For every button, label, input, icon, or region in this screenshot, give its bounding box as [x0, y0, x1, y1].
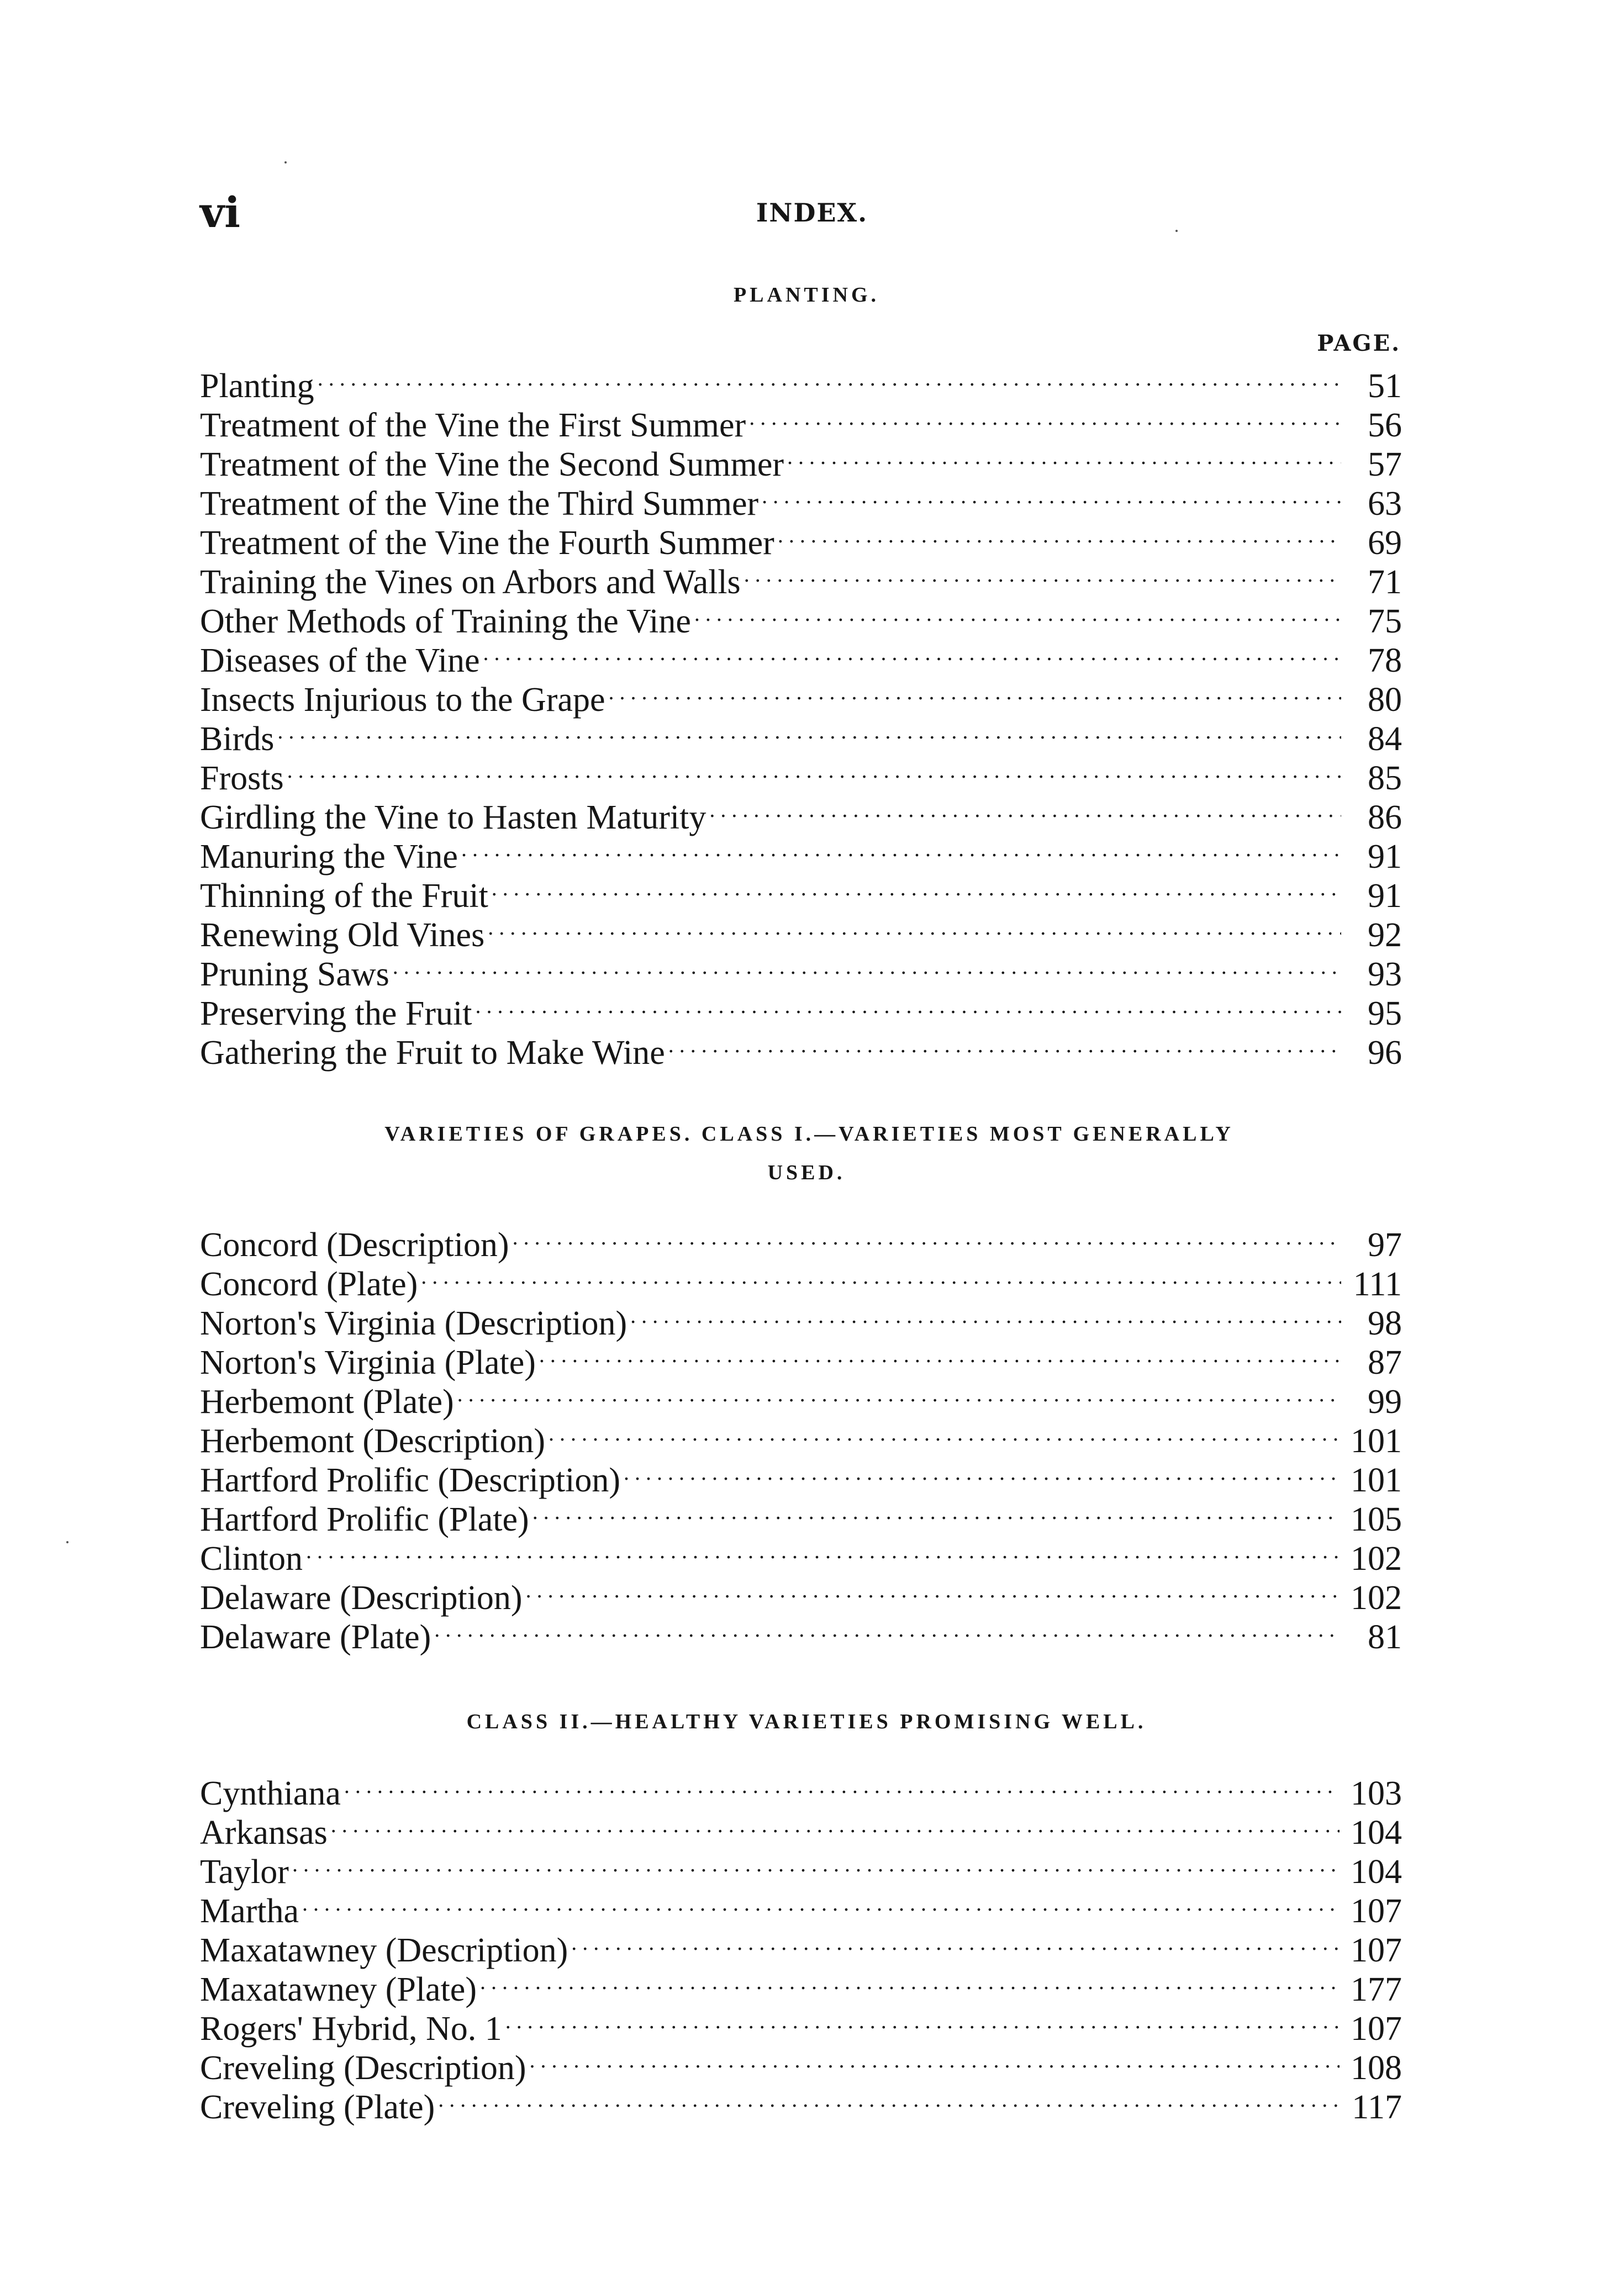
- dot-leader: [393, 946, 1341, 985]
- dot-leader: [624, 1452, 1340, 1491]
- index-entry-title: Herbemont (Plate): [200, 1383, 454, 1421]
- index-entry-title: Martha: [200, 1892, 299, 1930]
- dot-leader: [571, 1922, 1340, 1961]
- dot-leader: [762, 476, 1341, 515]
- index-entry-title: Training the Vines on Arbors and Walls: [200, 563, 741, 601]
- dot-leader: [694, 593, 1341, 632]
- index-entry-title: Norton's Virginia (Plate): [200, 1344, 536, 1381]
- dot-leader: [287, 750, 1341, 789]
- index-entry-title: Taylor: [200, 1853, 289, 1891]
- index-entry-page-number: 86: [1368, 799, 1402, 836]
- index-entry-title: Cynthiana: [200, 1775, 341, 1812]
- index-entry-page-number: 102: [1351, 1540, 1402, 1578]
- index-entry-page-number: 107: [1351, 1932, 1402, 1969]
- index-entry-title: Concord (Plate): [200, 1265, 418, 1303]
- index-entry-page-number: 95: [1368, 995, 1402, 1032]
- index-entry-page-number: 84: [1368, 720, 1402, 758]
- running-head: [0, 182, 1624, 243]
- index-entry-page-number: 101: [1351, 1462, 1402, 1499]
- index-entry-title: Delaware (Description): [200, 1579, 523, 1617]
- dot-leader: [331, 1805, 1340, 1844]
- dot-leader: [549, 1413, 1340, 1452]
- dot-leader: [318, 358, 1341, 397]
- page-folio: vi: [200, 188, 241, 237]
- dot-leader: [492, 868, 1341, 907]
- dot-leader: [461, 829, 1341, 868]
- index-entry-title: Gathering the Fruit to Make Wine: [200, 1034, 665, 1072]
- dot-leader: [709, 789, 1341, 829]
- index-entry-title: Preserving the Fruit: [200, 995, 472, 1032]
- index-entry-title: Treatment of the Vine the Fourth Summer: [200, 524, 774, 562]
- index-entry-title: Maxatawney (Plate): [200, 1971, 477, 2008]
- dot-leader: [526, 1570, 1340, 1609]
- index-entry-page-number: 117: [1352, 2088, 1402, 2126]
- index-entry-title: Frosts: [200, 760, 284, 797]
- dot-leader: [513, 1217, 1341, 1256]
- index-entry-title: Renewing Old Vines: [200, 916, 485, 954]
- index-entry-title: Arkansas: [200, 1814, 328, 1852]
- dot-leader: [505, 2001, 1340, 2040]
- index-entry-page-number: 104: [1351, 1814, 1402, 1852]
- index-entry-title: Treatment of the Vine the First Summer: [200, 407, 746, 444]
- index-entry-page-number: 87: [1368, 1344, 1402, 1381]
- dot-leader: [749, 397, 1341, 436]
- dot-leader: [344, 1765, 1340, 1805]
- index-entry-title: Rogers' Hybrid, No. 1: [200, 2010, 502, 2048]
- index-entry-page-number: 93: [1368, 956, 1402, 993]
- dot-leader: [476, 985, 1342, 1025]
- index-entry-page-number: 102: [1351, 1579, 1402, 1617]
- class2-entry-list: [200, 1765, 1402, 2126]
- page-column-label: PAGE.: [1317, 330, 1401, 356]
- dot-leader: [787, 436, 1341, 476]
- index-entry-page-number: 101: [1351, 1422, 1402, 1460]
- dot-leader: [277, 711, 1341, 750]
- index-entry-title: Herbemont (Description): [200, 1422, 545, 1460]
- dot-leader: [292, 1844, 1340, 1883]
- index-entry: [200, 397, 1402, 444]
- dot-leader: [457, 1374, 1341, 1413]
- index-entry-title: Diseases of the Vine: [200, 642, 480, 679]
- index-entry-title: Maxatawney (Description): [200, 1932, 568, 1969]
- index-entry-page-number: 57: [1368, 446, 1402, 483]
- section-heading-planting: PLANTING.: [733, 283, 880, 307]
- index-entry-title: Insects Injurious to the Grape: [200, 681, 605, 719]
- index-entry: [200, 1765, 1402, 1812]
- stray-ink-mark: [1175, 230, 1178, 232]
- index-entry-title: Treatment of the Vine the Second Summer: [200, 446, 784, 483]
- index-entry-page-number: 69: [1368, 524, 1402, 562]
- dot-leader: [488, 907, 1341, 946]
- section-heading-class1-line2: USED.: [767, 1161, 846, 1184]
- index-entry-title: Manuring the Vine: [200, 838, 458, 875]
- index-entry-title: Hartford Prolific (Description): [200, 1462, 620, 1499]
- section-heading-class2: CLASS II.—HEALTHY VARIETIES PROMISING WELL.: [466, 1710, 1147, 1733]
- index-entry-page-number: 103: [1351, 1775, 1402, 1812]
- index-entry-page-number: 81: [1368, 1618, 1402, 1656]
- section-heading-class1-line1: VARIETIES OF GRAPES. CLASS I.—VARIETIES MOST GENERALLY: [384, 1122, 1234, 1146]
- dot-leader: [539, 1335, 1341, 1374]
- dot-leader: [421, 1256, 1341, 1295]
- index-entry: [200, 1922, 1402, 1969]
- dot-leader: [306, 1531, 1340, 1570]
- stray-ink-mark: [66, 1541, 68, 1543]
- index-entry: [200, 1844, 1402, 1891]
- index-entry: [200, 1805, 1402, 1852]
- index-entry-page-number: 71: [1368, 563, 1402, 601]
- index-entry-title: Thinning of the Fruit: [200, 877, 488, 915]
- index-entry: [200, 1570, 1402, 1617]
- index-entry-title: Other Methods of Training the Vine: [200, 603, 691, 640]
- dot-leader: [608, 672, 1341, 711]
- index-entry-page-number: 78: [1368, 642, 1402, 679]
- index-entry-title: Hartford Prolific (Plate): [200, 1501, 529, 1538]
- index-entry-title: Treatment of the Vine the Third Summer: [200, 485, 759, 523]
- index-entry-page-number: 51: [1368, 367, 1402, 405]
- index-entry-page-number: 80: [1368, 681, 1402, 719]
- index-entry-title: Delaware (Plate): [200, 1618, 431, 1656]
- dot-leader: [480, 1961, 1340, 2001]
- dot-leader: [438, 2079, 1341, 2118]
- index-entry-page-number: 85: [1368, 760, 1402, 797]
- index-entry-title: Clinton: [200, 1540, 303, 1578]
- index-entry-page-number: 99: [1368, 1383, 1402, 1421]
- class1-entry-list: [200, 1217, 1402, 1656]
- index-entry-page-number: 97: [1368, 1226, 1402, 1264]
- dot-leader: [483, 632, 1341, 672]
- index-entry-page-number: 96: [1368, 1034, 1402, 1072]
- index-entry-page-number: 105: [1351, 1501, 1402, 1538]
- index-entry-title: Norton's Virginia (Description): [200, 1305, 628, 1342]
- index-entry: [200, 358, 1402, 405]
- dot-leader: [434, 1609, 1341, 1648]
- planting-entry-list: [200, 358, 1402, 1072]
- index-entry-title: Creveling (Description): [200, 2049, 526, 2087]
- stray-ink-mark: [284, 161, 287, 164]
- index-entry-page-number: 107: [1351, 1892, 1402, 1930]
- index-entry-page-number: 177: [1351, 1971, 1402, 2008]
- dot-leader: [532, 1491, 1340, 1531]
- index-entry-title: Girdling the Vine to Hasten Maturity: [200, 799, 706, 836]
- index-entry-page-number: 63: [1368, 485, 1402, 523]
- running-title: INDEX.: [756, 198, 868, 228]
- index-entry-page-number: 91: [1368, 877, 1402, 915]
- dot-leader: [744, 554, 1341, 593]
- dot-leader: [668, 1025, 1341, 1064]
- index-entry-page-number: 98: [1368, 1305, 1402, 1342]
- index-entry-page-number: 75: [1368, 603, 1402, 640]
- index-entry: [200, 1883, 1402, 1930]
- index-entry: [200, 711, 1402, 758]
- index-entry-title: Concord (Description): [200, 1226, 509, 1264]
- index-entry: [200, 1217, 1402, 1264]
- index-entry-title: Planting: [200, 367, 314, 405]
- index-entry: [200, 1531, 1402, 1578]
- index-entry-page-number: 104: [1351, 1853, 1402, 1891]
- index-entry-page-number: 108: [1351, 2049, 1402, 2087]
- index-entry-title: Creveling (Plate): [200, 2088, 435, 2126]
- dot-leader: [778, 515, 1341, 554]
- index-entry-page-number: 111: [1353, 1265, 1402, 1303]
- index-entry-title: Pruning Saws: [200, 956, 389, 993]
- index-entry-title: Birds: [200, 720, 275, 758]
- index-entry: [200, 750, 1402, 797]
- dot-leader: [630, 1295, 1341, 1335]
- index-entry-page-number: 91: [1368, 838, 1402, 875]
- index-entry-page-number: 56: [1368, 407, 1402, 444]
- dot-leader: [302, 1883, 1340, 1922]
- index-entry-page-number: 107: [1351, 2010, 1402, 2048]
- index-entry: [200, 789, 1402, 836]
- dot-leader: [530, 2040, 1340, 2079]
- index-entry-page-number: 92: [1368, 916, 1402, 954]
